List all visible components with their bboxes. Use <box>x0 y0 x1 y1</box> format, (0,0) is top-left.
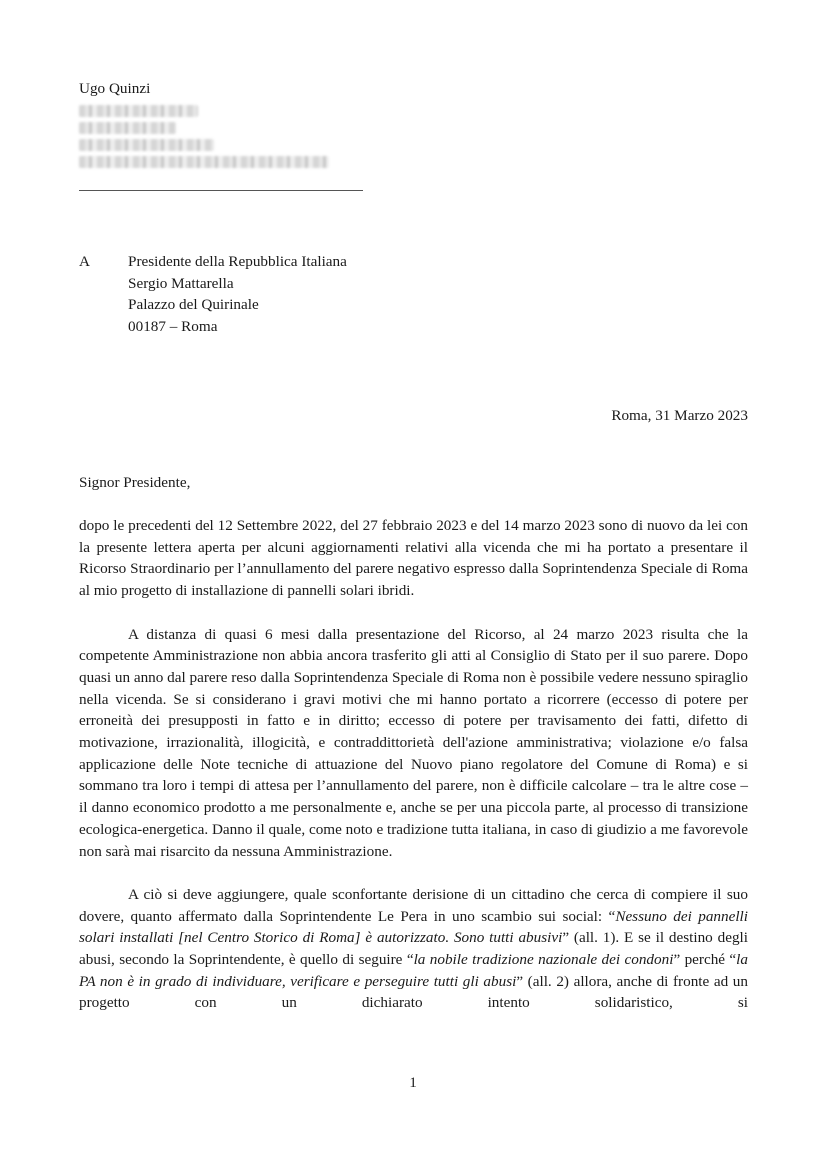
paragraph-3-text: A ciò si deve aggiungere, quale sconfortante derisione di un cittadino che cerca di compiere il suo dovere, quanto affermato dalla Soprintendente Le Pera in uno scambio sui social: “ <box>79 885 748 925</box>
recipient-building: Palazzo del Quirinale <box>128 296 259 314</box>
letter-date: Roma, 31 Marzo 2023 <box>611 407 748 424</box>
letter-body <box>79 515 748 1014</box>
recipient-name: Sergio Mattarella <box>128 274 234 292</box>
redacted-address-line <box>79 105 198 117</box>
quote-tradizione-condoni: la nobile tradizione nazionale dei condoni <box>413 951 674 969</box>
recipient-title: Presidente della Repubblica Italiana <box>128 253 347 270</box>
sender-separator-line <box>79 190 363 191</box>
page-number: 1 <box>409 1074 417 1091</box>
paragraph-3-text: ” (all. 1). E se il destino degli abusi, secondo la Soprintendente, è quello di seguire “ <box>79 929 748 969</box>
paragraph-3-text: ” (all. 2) allora, anche di fronte ad un progetto con un dichiarato intento solidaristico, si <box>79 972 748 1012</box>
salutation: Signor Presidente, <box>79 474 191 491</box>
redacted-phone-line <box>79 139 214 151</box>
recipient-prefix: A <box>79 253 90 270</box>
paragraph-3 <box>79 884 748 1014</box>
sender-block <box>79 78 329 172</box>
quote-nessuno-autorizzato: Nessuno dei pannelli solari installati [nel Centro Storico di Roma] è autorizzato. Sono tutti abusivi <box>79 907 749 947</box>
paragraph-1: dopo le precedenti del 12 Settembre 2022, del 27 febbraio 2023 e del 14 marzo 2023 sono di nuovo da lei con la presente lettera aperta per alcuni aggiornamenti relativi alla vicenda che mi ha portato a presentare il Ricorso Straordinario per l’annullamento del parere negativo espresso dalla Soprintendenza Speciale di Roma al mio progetto di installazione di pannelli solari ibridi. <box>79 517 748 600</box>
redacted-email-line <box>79 156 329 168</box>
recipient-city: 00187 – Roma <box>128 318 218 336</box>
recipient-address <box>128 251 347 338</box>
sender-name: Ugo Quinzi <box>79 80 151 97</box>
quote-pa-non-in-grado: la PA non è in grado di individuare, verificare e perseguire tutti gli abusi <box>79 951 748 990</box>
redacted-city-line <box>79 122 176 134</box>
paragraph-2: A distanza di quasi 6 mesi dalla presentazione del Ricorso, al 24 marzo 2023 risulta che la competente Amministrazione non abbia ancora trasferito gli atti al Consiglio di Stato per il suo parere. Dopo quasi un anno dal parere reso dalla Soprintendenza Speciale di Roma non è possibile vedere nessuno spiraglio nella vicenda. Se si considerano i gravi motivi che mi hanno portato a ricorrere (eccesso di potere per erroneità dei presupposti in fatto e in diritto; eccesso di potere per travisamento dei fatti, difetto di motivazione, irrazionalità, illogicità, e contraddittorietà dell'azione amministrativa; violazione e/o falsa applicazione delle Note tecniche di attuazione del Nuovo piano regolatore del Comune di Roma) e si sommano tra loro i tempi di attesa per l’annullamento del parere, non è difficile calcolare – tra le altre cose – il danno economico prodotto a me personalmente e, anche se per una piccola parte, al processo di transizione ecologica-energetica. Danno il quale, come noto e tradizione tutta italiana, in caso di giudizio a me favorevole non sarà mai risarcito da nessuna Amministrazione. <box>79 625 748 860</box>
paragraph-3-text: ” perché “ <box>673 951 737 969</box>
